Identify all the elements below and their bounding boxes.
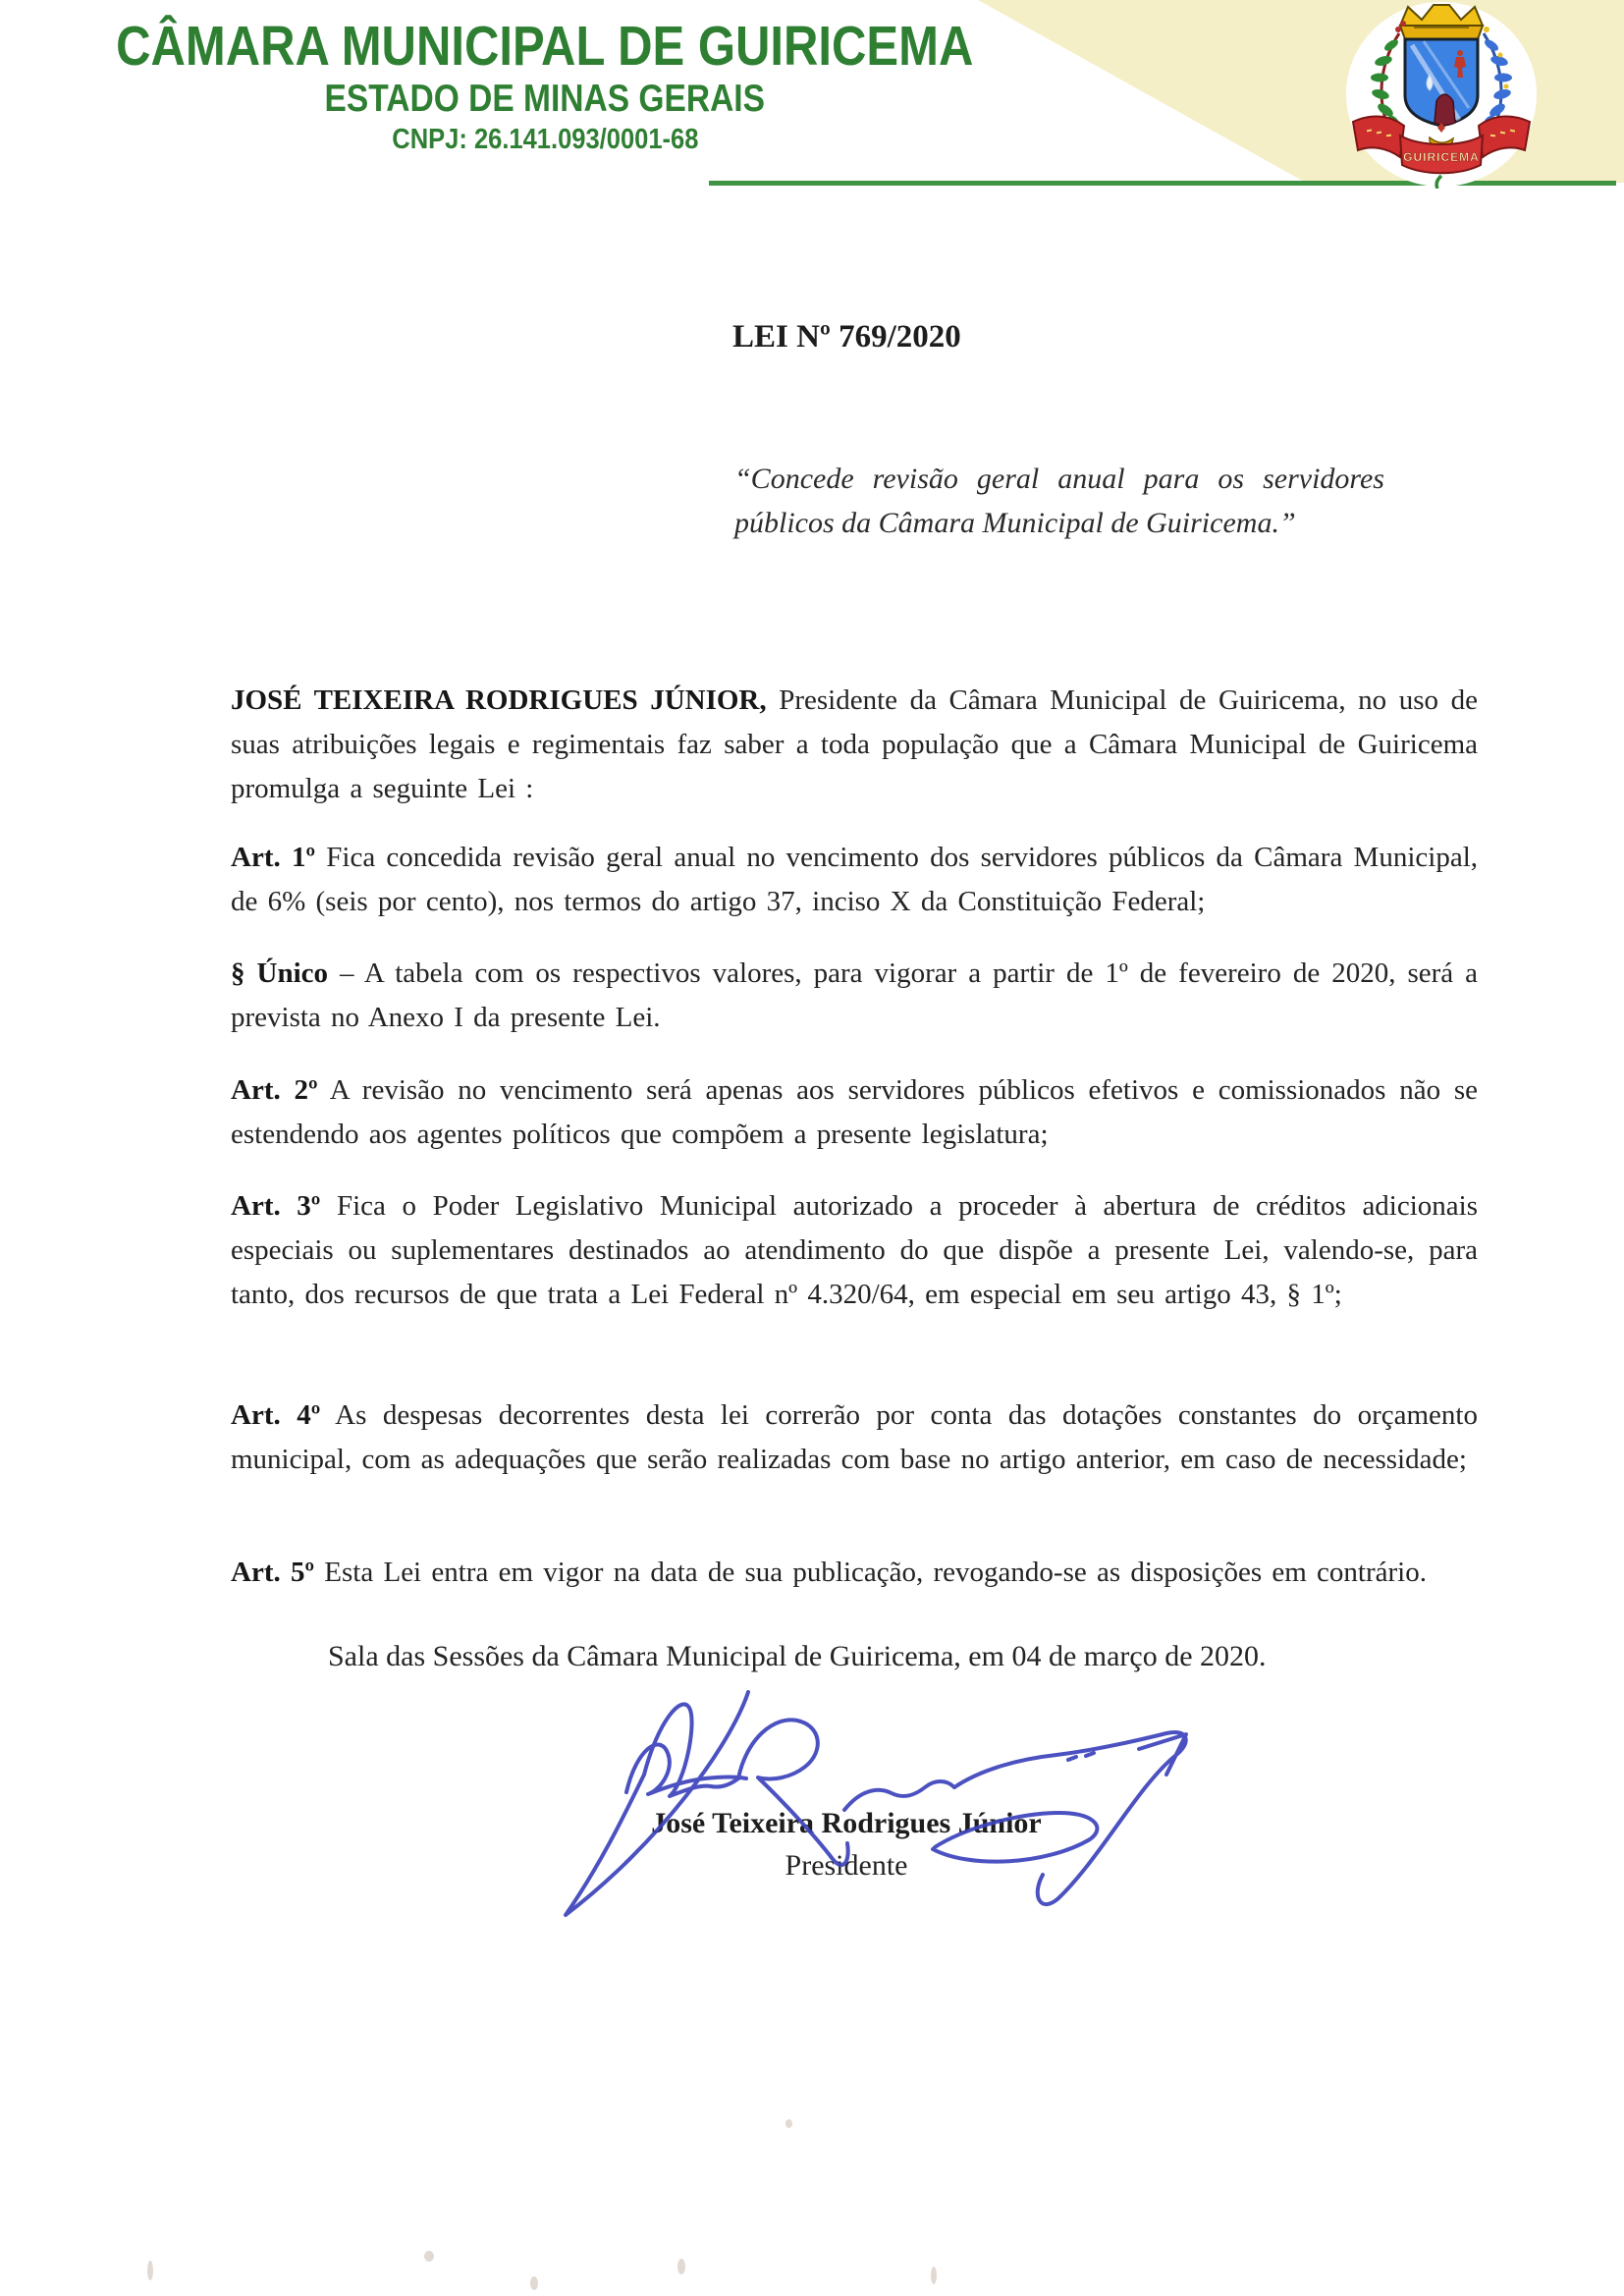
paragraph-art-4: Art. 4º As despesas decorrentes desta lei correrão por conta das dotações constantes do orçamento municipal, com as adequações que serão realizadas com base no artigo anterior, em caso de necessidade;: [231, 1399, 1478, 1475]
scan-speck: [677, 2259, 685, 2274]
epigraph-quote: “Concede revisão geral anual para os servidores públicos da Câmara Municipal de Guiricema.”: [734, 463, 1384, 539]
cnpj-line: CNPJ: 26.141.093/0001-68: [391, 124, 699, 155]
scan-speck: [931, 2267, 937, 2284]
paragraph-art-5: Art. 5º Esta Lei entra em vigor na data de sua publicação, revogando-se as disposições em contrário.: [231, 1557, 1427, 1588]
shield-icon: [1405, 39, 1478, 126]
crown-icon: [1400, 5, 1483, 39]
municipal-coat-of-arms-icon: [1343, 0, 1540, 189]
letterhead: [39, 16, 1051, 157]
paragraph-art-1: Art. 1º Fica concedida revisão geral anual no vencimento dos servidores públicos da Câmara Municipal, de 6% (seis por cento), nos termos do artigo 37, inciso X da Constituição Federal;: [231, 842, 1479, 917]
art-4-lead: Art. 4º: [231, 1399, 321, 1431]
state-line: ESTADO DE MINAS GERAIS: [324, 78, 766, 120]
scan-speck: [147, 2261, 153, 2280]
shield-arch: [1435, 94, 1455, 126]
ribbon-text: GUIRICEMA: [1403, 150, 1480, 164]
org-name: CÂMARA MUNICIPAL DE GUIRICEMA: [116, 15, 974, 78]
scan-speck: [424, 2251, 434, 2262]
law-number: LEI Nº 769/2020: [732, 319, 961, 355]
paragraph-preamble: JOSÉ TEIXEIRA RODRIGUES JÚNIOR, Presidente da Câmara Municipal de Guiricema, no uso de suas atribuições legais e regimentais faz saber a toda população que a Câmara Municipal de Guiricema promulga a seguinte Lei :: [231, 684, 1478, 804]
signature-title: Presidente: [785, 1849, 908, 1882]
scan-speck: [785, 2119, 792, 2128]
art-5-lead: Art. 5º: [231, 1557, 315, 1588]
closing-line: Sala das Sessões da Câmara Municipal de Guiricema, em 04 de março de 2020.: [328, 1640, 1267, 1672]
handwritten-signature: [550, 1665, 1218, 1930]
paragraph-unico: § Único – A tabela com os respectivos valores, para vigorar a partir de 1º de fevereiro de 2020, será a prevista no Anexo I da presente Lei.: [231, 957, 1478, 1033]
preamble-lead: JOSÉ TEIXEIRA RODRIGUES JÚNIOR,: [231, 684, 767, 716]
art-1-lead: Art. 1º: [231, 842, 316, 873]
scan-speck: [530, 2276, 538, 2290]
art-3-lead: Art. 3º: [231, 1190, 321, 1222]
paragraph-art-3: Art. 3º Fica o Poder Legislativo Municipal autorizado a proceder à abertura de créditos adicionais especiais ou suplementares destinados ao atendimento do que dispõe a presente Lei, valendo-se, para tanto, dos recursos de que trata a Lei Federal nº 4.320/64, em especial em seu artigo 43, § 1º;: [231, 1190, 1479, 1310]
paragraph-art-2: Art. 2º A revisão no vencimento será apenas aos servidores públicos efetivos e comissionados não se estendendo aos agentes políticos que compõem a presente legislatura;: [231, 1074, 1478, 1150]
unico-lead: § Único: [231, 957, 328, 989]
art-2-lead: Art. 2º: [231, 1074, 318, 1106]
signature-name: José Teixeira Rodrigues Júnior: [651, 1807, 1042, 1839]
